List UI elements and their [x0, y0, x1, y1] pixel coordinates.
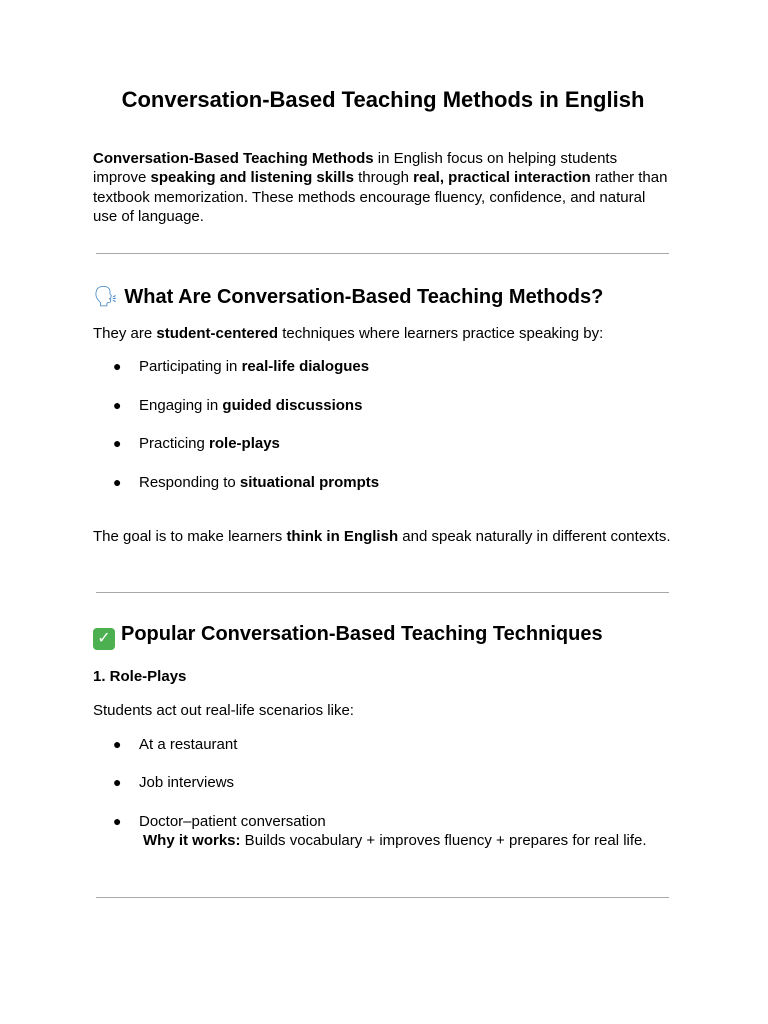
list-item-text	[139, 396, 362, 415]
intro-text-1: in English focus on helping students improve	[93, 150, 618, 187]
item-text: Responding to	[139, 474, 240, 491]
item-text: Engaging in	[139, 397, 223, 414]
goal-bold: think in English	[286, 528, 399, 545]
lead-bold: student-centered	[156, 325, 279, 342]
why-it-works	[143, 831, 647, 850]
bullet-icon: ●	[113, 774, 122, 790]
section1-lead	[93, 324, 673, 343]
item-text: Participating in	[139, 358, 242, 375]
goal-text-2: and speak naturally in different contexts.	[398, 528, 671, 545]
list-item-text: Job interviews	[139, 774, 235, 791]
item-bold: real-life dialogues	[241, 358, 370, 375]
section-heading-text: Popular Conversation-Based Teaching Techniques	[121, 623, 603, 645]
bullet-icon: ●	[113, 813, 122, 829]
item-text: Practicing	[139, 435, 210, 452]
list-item-text	[139, 434, 280, 453]
list-item-text	[139, 357, 369, 376]
goal-paragraph	[93, 527, 673, 546]
check-mark-button-icon: ✓	[93, 628, 115, 650]
intro-bold-term: Conversation-Based Teaching Methods	[93, 150, 374, 167]
section-heading-text: What Are Conversation-Based Teaching Methods?	[124, 286, 604, 308]
document-title: Conversation-Based Teaching Methods in English	[121, 87, 645, 112]
bullet-icon: ●	[113, 397, 122, 413]
section-heading-popular	[93, 621, 713, 650]
intro-text-3: rather than textbook memorization. These methods encourage fluency, confidence, and natural use of language.	[93, 169, 668, 225]
list-item-text	[139, 473, 379, 492]
lead-text-1: They are	[93, 325, 157, 342]
list-item-text: At a restaurant	[139, 736, 238, 753]
why-text: Builds vocabulary + improves fluency + prepares for real life.	[240, 832, 647, 849]
intro-paragraph	[93, 149, 673, 226]
why-label: Why it works:	[143, 832, 241, 849]
intro-bold-interaction: real, practical interaction	[413, 169, 591, 187]
divider	[96, 592, 669, 593]
item-bold: role-plays	[209, 435, 280, 452]
lead-text-2: techniques where learners practice speaking by:	[278, 325, 604, 342]
item-bold: situational prompts	[239, 474, 380, 491]
bullet-icon: ●	[113, 474, 122, 490]
item-bold: guided discussions	[222, 397, 363, 414]
divider	[96, 253, 669, 254]
bullet-icon: ●	[113, 736, 122, 752]
intro-bold-skills: speaking and listening skills	[150, 169, 354, 187]
divider	[96, 897, 669, 898]
bullet-icon: ●	[113, 358, 122, 374]
section-heading-what-are	[93, 283, 713, 310]
list-item-text: Doctor–patient conversation	[139, 813, 326, 830]
bullet-icon: ●	[113, 435, 122, 451]
speaking-head-icon: 🗣	[93, 284, 119, 308]
goal-text-1: The goal is to make learners	[93, 528, 287, 545]
subheading-role-plays: 1. Role-Plays	[93, 668, 187, 685]
intro-text-2: through	[353, 169, 414, 187]
role-plays-lead: Students act out real-life scenarios like:	[93, 702, 354, 719]
